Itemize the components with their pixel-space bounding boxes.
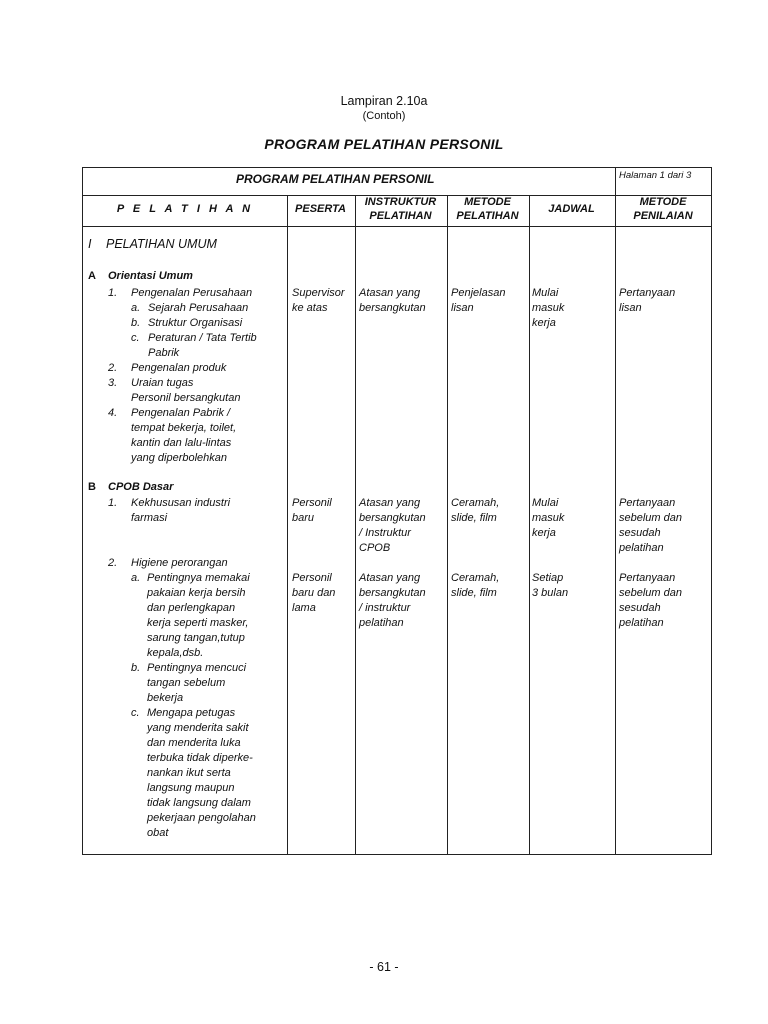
- cell-line: lisan: [619, 302, 642, 314]
- penilaian-cell: [619, 496, 682, 556]
- cell-line: kerja: [532, 527, 556, 539]
- cell-line: 3 bulan: [532, 587, 569, 599]
- cell-line: Ceramah,: [451, 572, 500, 584]
- section-number: I: [88, 237, 92, 251]
- cell-line: masuk: [532, 512, 565, 524]
- instruktur-cell: [359, 571, 426, 631]
- cell-line: sebelum dan: [619, 512, 682, 524]
- list-item: [147, 661, 246, 706]
- list-item: kantin dan lalu-lintas: [131, 437, 232, 449]
- page-info: Halaman 1 dari 3: [619, 170, 692, 181]
- cell-line: Mulai: [532, 497, 559, 509]
- list-number: 1.: [108, 497, 118, 509]
- jadwal-cell: [532, 571, 568, 601]
- col-divider-metode: [447, 195, 448, 854]
- peserta-cell: [292, 286, 345, 316]
- instruktur-cell: [359, 286, 426, 316]
- peserta-cell: [292, 571, 335, 616]
- col-header-jadwal: JADWAL: [548, 203, 595, 215]
- subsection-title-b: CPOB Dasar: [108, 481, 174, 493]
- cell-line: lisan: [451, 302, 474, 314]
- penilaian-cell: [619, 571, 682, 631]
- list-letter: a.: [131, 302, 141, 314]
- cell-line: Atasan yang: [359, 572, 421, 584]
- cell-line: lama: [292, 602, 316, 614]
- list-letter: b.: [131, 662, 141, 674]
- jadwal-cell: [532, 286, 564, 331]
- col-header-metode-1: METODE: [464, 196, 511, 208]
- col-header-peserta: PESERTA: [295, 203, 346, 215]
- col-divider-instruktur: [355, 195, 356, 854]
- list-item: yang diperbolehkan: [131, 452, 228, 464]
- cell-line: sesudah: [619, 602, 661, 614]
- cell-line: baru: [292, 512, 315, 524]
- list-item: Pengenalan produk: [131, 362, 227, 374]
- list-item: Personil bersangkutan: [131, 392, 241, 404]
- cell-line: bersangkutan: [359, 512, 426, 524]
- cell-line: kepala,dsb.: [147, 647, 204, 659]
- page-info-divider: [615, 168, 616, 195]
- cell-line: nankan ikut serta: [147, 767, 231, 779]
- list-item: Uraian tugas: [131, 377, 194, 389]
- cell-line: Pentingnya memakai: [147, 572, 250, 584]
- jadwal-cell: [532, 496, 564, 541]
- metode-cell: [451, 286, 505, 316]
- cell-line: dan perlengkapan: [147, 602, 236, 614]
- cell-line: farmasi: [131, 512, 168, 524]
- list-item: Higiene perorangan: [131, 557, 228, 569]
- cell-line: Mengapa petugas: [147, 707, 236, 719]
- list-item: Pengenalan Pabrik /: [131, 407, 231, 419]
- cell-line: Setiap: [532, 572, 564, 584]
- col-header-penilaian-1: METODE: [639, 196, 687, 208]
- col-divider-peserta: [287, 195, 288, 854]
- cell-line: baru dan: [292, 587, 336, 599]
- col-header-penilaian: [615, 195, 711, 223]
- col-header-instruktur: [355, 195, 446, 223]
- cell-line: kerja: [532, 317, 556, 329]
- col-header-instruktur-1: INSTRUKTUR: [364, 196, 437, 208]
- instruktur-cell: [359, 496, 426, 556]
- cell-line: tangan sebelum: [147, 677, 226, 689]
- col-header-metode: [447, 195, 528, 223]
- cell-line: slide, film: [451, 512, 497, 524]
- appendix-label: Lampiran 2.10a: [340, 94, 428, 108]
- list-item: tempat bekerja, toilet,: [131, 422, 237, 434]
- list-number: 3.: [108, 377, 118, 389]
- page-title: PROGRAM PELATIHAN PERSONIL: [264, 136, 504, 152]
- cell-line: dan menderita luka: [147, 737, 241, 749]
- cell-line: Mulai: [532, 287, 559, 299]
- list-number: 2.: [108, 557, 118, 569]
- cell-line: sebelum dan: [619, 587, 682, 599]
- list-letter: a.: [131, 572, 141, 584]
- cell-line: Supervisor: [292, 287, 345, 299]
- penilaian-cell: [619, 286, 675, 316]
- list-number: 1.: [108, 287, 118, 299]
- list-letter: c.: [131, 332, 140, 344]
- cell-line: yang menderita sakit: [147, 722, 249, 734]
- cell-line: CPOB: [359, 542, 391, 554]
- list-letter: b.: [131, 317, 141, 329]
- cell-line: Pertanyaan: [619, 287, 676, 299]
- cell-line: Kekhususan industri: [131, 497, 231, 509]
- cell-line: pakaian kerja bersih: [147, 587, 246, 599]
- subsection-letter-b: B: [88, 481, 96, 493]
- cell-line: / instruktur: [359, 602, 411, 614]
- list-item: Pengenalan Perusahaan: [131, 287, 253, 299]
- cell-line: bekerja: [147, 692, 184, 704]
- cell-line: pelatihan: [619, 617, 664, 629]
- cell-line: bersangkutan: [359, 587, 426, 599]
- col-header-instruktur-2: PELATIHAN: [369, 210, 432, 222]
- cell-line: slide, film: [451, 587, 497, 599]
- header-divider: [83, 226, 711, 227]
- cell-line: obat: [147, 827, 169, 839]
- col-header-pelatihan: P E L A T I H A N: [116, 203, 254, 215]
- list-number: 2.: [108, 362, 118, 374]
- metode-cell: [451, 496, 499, 526]
- cell-line: / Instruktur: [359, 527, 411, 539]
- peserta-cell: [292, 496, 332, 526]
- col-divider-penilaian: [615, 195, 616, 854]
- list-item: Struktur Organisasi: [148, 317, 243, 329]
- cell-line: Personil: [292, 572, 332, 584]
- subsection-letter-a: A: [88, 270, 96, 282]
- cell-line: ke atas: [292, 302, 328, 314]
- list-item: Sejarah Perusahaan: [148, 302, 249, 314]
- cell-line: Penjelasan: [451, 287, 506, 299]
- metode-cell: [451, 571, 499, 601]
- col-header-metode-2: PELATIHAN: [456, 210, 519, 222]
- cell-line: terbuka tidak diperke-: [147, 752, 253, 764]
- list-item: [131, 496, 230, 526]
- page-number: - 61 -: [369, 960, 399, 974]
- col-divider-jadwal: [529, 195, 530, 854]
- section-title: PELATIHAN UMUM: [106, 237, 217, 251]
- cell-line: Pentingnya mencuci: [147, 662, 247, 674]
- cell-line: masuk: [532, 302, 565, 314]
- cell-line: Atasan yang: [359, 497, 421, 509]
- cell-line: Atasan yang: [359, 287, 421, 299]
- example-label: (Contoh): [362, 110, 406, 122]
- cell-line: tidak langsung dalam: [147, 797, 251, 809]
- cell-line: pelatihan: [359, 617, 404, 629]
- list-number: 4.: [108, 407, 118, 419]
- list-item: [147, 706, 256, 841]
- table-caption: PROGRAM PELATIHAN PERSONIL: [236, 172, 435, 186]
- cell-line: sarung tangan,tutup: [147, 632, 245, 644]
- cell-line: Ceramah,: [451, 497, 500, 509]
- col-header-penilaian-2: PENILAIAN: [633, 210, 693, 222]
- cell-line: pekerjaan pengolahan: [147, 812, 256, 824]
- list-item: Pabrik: [148, 347, 180, 359]
- cell-line: Pertanyaan: [619, 572, 676, 584]
- list-item: Peraturan / Tata Tertib: [148, 332, 257, 344]
- cell-line: bersangkutan: [359, 302, 426, 314]
- cell-line: sesudah: [619, 527, 661, 539]
- subsection-title-a: Orientasi Umum: [108, 270, 193, 282]
- cell-line: kerja seperti masker,: [147, 617, 249, 629]
- cell-line: langsung maupun: [147, 782, 235, 794]
- cell-line: Personil: [292, 497, 332, 509]
- list-item: [147, 571, 250, 661]
- list-letter: c.: [131, 707, 140, 719]
- cell-line: pelatihan: [619, 542, 664, 554]
- cell-line: Pertanyaan: [619, 497, 676, 509]
